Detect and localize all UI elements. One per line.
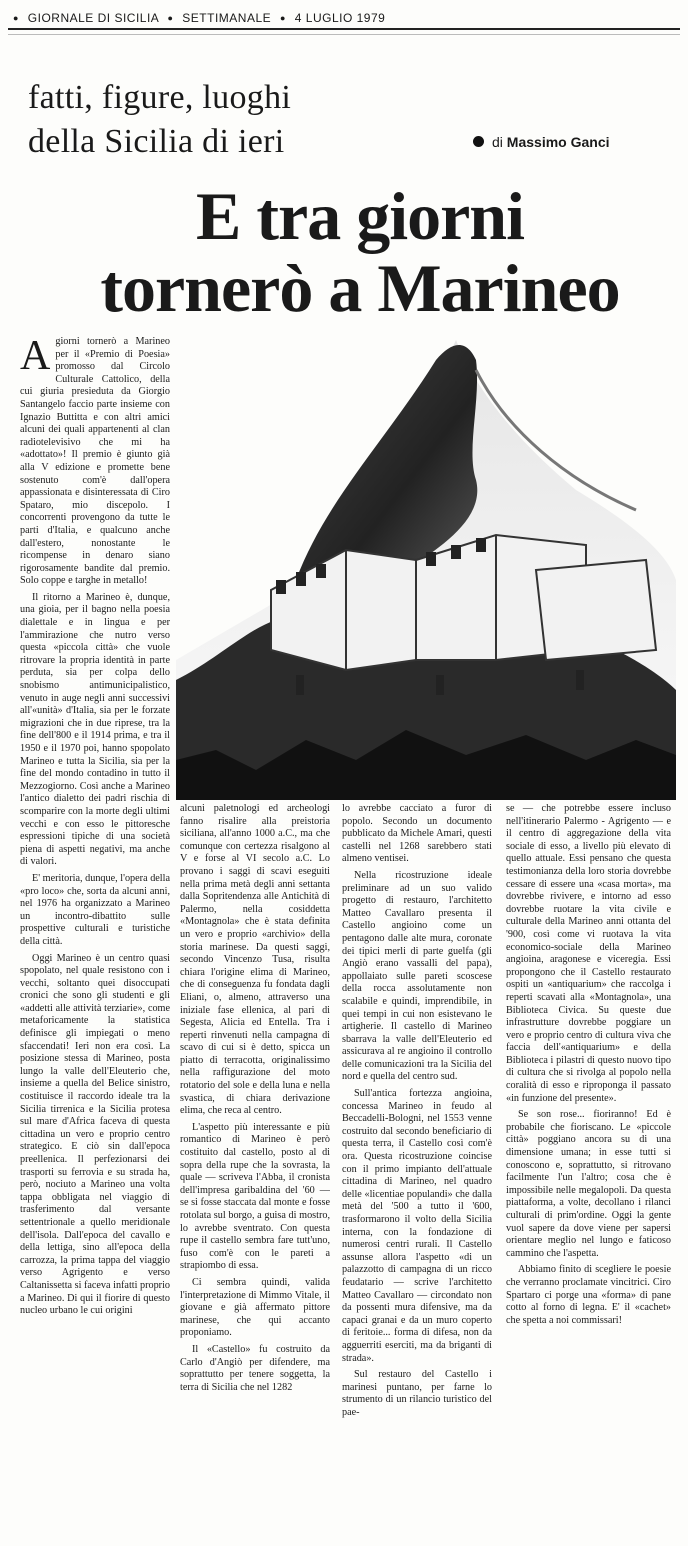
bullet-icon: ● — [167, 13, 174, 23]
bullet-icon — [473, 136, 484, 147]
section-name: SETTIMANALE — [182, 11, 272, 25]
masthead — [8, 8, 680, 30]
paragraph — [20, 336, 170, 588]
paragraph: Ci sembra quindi, valida l'interpretazione di Mimmo Vitale, il giovane e già affermato pittore marinese, che qui accanto proponiamo. — [180, 1276, 330, 1339]
paragraph: E' meritoria, dunque, l'opera della «pro loco» che, sorta da alcuni anni, nel 1976 ha organizzato a Marineo un incontro-dibattito sulle prospettive culturali e turistiche della città. — [20, 872, 170, 947]
article-column-2 — [180, 803, 330, 1538]
paragraph: L'aspetto più interessante e più romantico di Marineo è però costituito dal castello, posto al di sopra della rupe che la sovrasta, la quale — scriveva l'Abba, il cronista dell'impresa garibaldina del '60 — se si fosse staccata dal monte e fosse rotolata sul borgo, a guisa di mostro, lo avrebbe sventrato. Con questa rupe il castello sembra fare tutt'uno, fuso com'è con le pareti a strapiombo di essa. — [180, 1121, 330, 1272]
paragraph: lo avrebbe cacciato a furor di popolo. Secondo un documento pubblicato da Michele Amari, questi castelli nel 1268 sarebbero stati almeno ventisei. — [342, 803, 492, 865]
byline — [473, 134, 610, 150]
paragraph: alcuni paletnologi ed archeologi fanno risalire alla preistoria siciliana, all'anno 1000 a.C., ma che comunque con certezza risalgono al V e forse al VI secolo a.C. Lo provano i saggi di scavi eseguiti nella prima metà degli anni settanta dalla Sopritendenza alle Antichità di Palermo, nella cosiddetta «Montagnola» che è stata definita un vero e proprio «archivio» della storia marinese. Da questi saggi, secondo Vincenzo Tusa, risulta chiara l'origine elima di Marineo, che di conseguenza fu fondata dagli Eliani, o, almeno, attraverso una iniziale fase ellenica, al pari di Segesta, Alicia ed Entella. Tra i reperti rinvenuti nella campagna di scavo di cui si è detto, spicca un piatto di terracotta, originalissimo nella raffigurazione del moto rotatorio del sole e della luna e nella svastica, di chiara derivazione elima, che reca al centro. — [180, 803, 330, 1117]
issue-date: 4 LUGLIO 1979 — [294, 11, 386, 25]
headline — [40, 180, 680, 324]
series-kicker — [28, 76, 448, 164]
article-column-3 — [342, 803, 492, 1538]
newspaper-name: GIORNALE DI SICILIA — [27, 11, 159, 25]
masthead-divider — [8, 34, 680, 35]
article-column-4 — [506, 803, 671, 1538]
paragraph-text: giorni tornerò a Marineo per il «Premio di Poesia» promosso dal Circolo Culturale Cattolico, della cui giuria presieduta da Giorgio Santangelo faccio parte insieme con Ignazio Buttitta e con altri amici alcuni dei quali appartenenti al clan radiotelevisivo che mi ha «adottato»! Il premio è giunto già alla V edizione e promette bene sostenuto com'è dall'opera appassionata e disinteressata di Ciro Spataro, mio discepolo. I concorrenti provengono da tutte le parti d'Italia, e qualcuno anche dall'estero, nonostante le ricompense in denaro siano rigorosamente bandite dal premio. Solo coppe e targhe in metallo! — [20, 336, 170, 587]
bullet-icon: ● — [13, 13, 19, 23]
paragraph: Oggi Marineo è un centro quasi spopolato, nel quale resistono con i vecchi, soltanto quei disoccupati cronici che sono gli studenti e gli «addetti alle attività terziarie», come metaforicamente la statistica definisce gli impiegati o meno sfaccendati! Ieri non era così. La posizione stessa di Marineo, posta lungo la valle dell'Eleuterio che, insieme a quella del Belice sinistro, costituisce il raccordo ideale tra la Sicilia tirrenica e la Sicilia protesa sul mare d'Africa faceva di questa cittadina un vero e proprio centro strategico. E ciò sin dall'epoca preellenica. Il perfezionarsi dei trasporti su ferrovia e su strada ha, però, nociuto a Marineo una volta tappa obbligata nel viaggio di trasferimento dal versante settentrionale a quello meridionale dell'isola. Dall'epoca del cavallo e della lettiga, sino all'epoca della carrozza, la prima tappa del viaggio verso Agrigento e verso Caltanissetta si faceva infatti proprio a Marineo. Di qui il fiorire di questo nucleo urbano le cui origini — [20, 952, 170, 1317]
paragraph: Il ritorno a Marineo è, dunque, una gioia, per il bagno nella poesia dialettale e in lingua e per l'ammirazione che nutro verso questa «piccola città» che vuole ritrovare la propria identità in parte perduta, sia per colpa dello snobismo antimunicipalistico, venuto in auge negli anni successivi all'«unità» d'Italia, sia per le forzate migrazioni che in due riprese, tra la fine dell'800 e il 1914 prima, e tra il 1950 e il 1970 poi, hanno spopolato Marineo e tutta la Sicilia, sia per la fine del mondo contadino in tutto il Mezzogiorno. Così anche a Marineo l'antico dialetto dei padri rischia di scomparire con la morte degli ultimi vecchi e con esso le pittoresche espressioni tipiche di una società piena di aspetti negativi, ma anche di valori. — [20, 591, 170, 868]
paragraph: Nella ricostruzione ideale preliminare ad un suo valido progetto di restauro, l'architetto Matteo Cavallaro presenta il Castello angioino come un pentagono dalle alte mura, coronate dei tipici merli di parte guelfa (gli Angiò erano vassalli del papa), appollaiato sulle pareti scoscese della rocca assolutamente non scalabile e quindi, imprendibile, in quei tempi in cui non esistevano le artigherie. Il castello di Marineo sbarrava la valle dell'Eleuterio ed assicurava al re angioino il controllo delle comunicazioni tra la Sicilia del nord e quella del centro sud. — [342, 869, 492, 1083]
kicker-line: della Sicilia di ieri — [28, 123, 285, 160]
headline-line: tornerò a Marineo — [100, 250, 620, 326]
paragraph: Abbiamo finito di scegliere le poesie che verranno proclamate vincitrici. Ciro Spartaro ci porge una «forma» di pane cotto al forno di legna. E' il «cachet» che spetta a noi commissari! — [506, 1264, 671, 1326]
author-name: Massimo Ganci — [506, 134, 610, 150]
drop-cap: A — [20, 336, 51, 379]
bullet-icon: ● — [279, 13, 286, 23]
paragraph: Sull'antica fortezza angioina, concessa Marineo in feudo al Beccadelli-Bologni, nel 1553 venne costruito dal secondo beneficiario di questa terra, il Castello così com'è ora. Questa ricostruzione coincise con il primo impianto dell'attuale cittadina di Marineo, nel quadro delle «licentiae populandi» che dalla metà del '500 a tutto il '600, trasformarono il volto della Sicilia interna, con la fondazione di numerosi centri rurali. Il Castello assunse allora l'aspetto «di un palazzotto di campagna di un ricco feudatario — scrive l'architetto Matteo Cavallaro — circondato non da possenti mura difensive, ma da capaci granai e da un muro coperto di feritoie... forma di difesa, non da agguerriti eserciti, ma da briganti di strada». — [342, 1088, 492, 1364]
byline-prefix: di — [492, 134, 503, 150]
article-column-1 — [20, 336, 170, 1536]
paragraph: se — che potrebbe essere incluso nell'itinerario Palermo - Agrigento — e il centro di aggregazione della vita sociale di esso, a livello più elevato di quello attuale. Essi pensano che questa testimonianza della loro storia dovrebbe cessare di essere una «casa morta», ma dovrebbe rivivere, e intorno ad esso dovrebbe ruotare la vita civile e culturale della Marineo anni ottanta del '900, così come vi ruotava la vita economico-sociale della Marineo angioina, aragonese e viceregia. Essi propongono che il Castello restaurato ospiti un «antiquarium» che raccolga i reperti scavati alla «Montagnola», una Biblioteca Civica. Su queste due infrastrutture dovrebbe poggiare un vero e proprio centro di cultura viva che faccia dell'«antiquarium» e della Biblioteca i pilastri di questo nuovo tipo di cultura che si rivolga al popolo nella coralità di esso e riproponga il passato «in funzione del presente». — [506, 803, 671, 1104]
headline-line: E tra giorni — [196, 178, 524, 254]
castle-illustration — [176, 330, 676, 800]
paragraph: Il «Castello» fu costruito da Carlo d'Angiò per difendere, ma soprattutto per tenere soggetta, la terra di Sicilia che nel 1282 — [180, 1343, 330, 1393]
paragraph: Se son rose... fioriranno! Ed è probabile che fioriscano. Le «piccole città» poggiano ancora su di una dimensione umana; in esse tutti si conoscono e, soprattutto, si ritrovano facilmente l'un l'altro; cosa che è impossibile nelle megalopoli. Da questa piattaforma, a volte, decollano i rilanci culturali di prim'ordine. Oggi la gente vuol sapere da dove viene per sapersi orientare meglio nel lungo e faticoso cammino che l'aspetta. — [506, 1109, 671, 1259]
kicker-line: fatti, figure, luoghi — [28, 79, 292, 116]
paragraph: Sul restauro del Castello i marinesi puntano, per farne lo strumento di un rilancio turistico del pae- — [342, 1369, 492, 1418]
